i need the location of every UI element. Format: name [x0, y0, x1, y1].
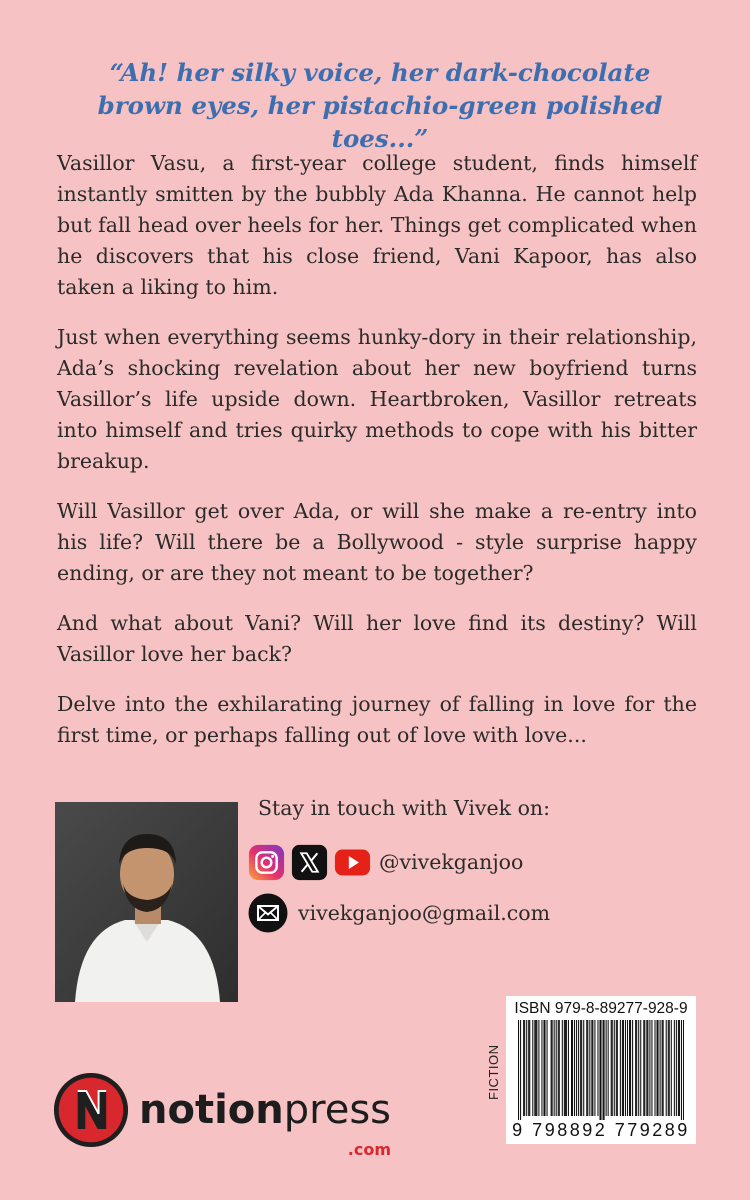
barcode-bar [523, 1020, 524, 1116]
barcode-bar [532, 1020, 533, 1116]
blurb-paragraph: And what about Vani? Will her love find its destiny? Will Vasillor love her back? [57, 611, 697, 666]
barcode-bar [620, 1020, 621, 1116]
barcode-bar [541, 1020, 542, 1116]
x-icon [291, 844, 328, 881]
barcode-bar [556, 1020, 557, 1116]
envelope-icon [248, 893, 288, 933]
barcode-bar [578, 1020, 579, 1116]
barcode-bar [658, 1020, 659, 1116]
barcode-bar [614, 1020, 615, 1116]
barcode-bar [587, 1020, 588, 1116]
barcode-bar [538, 1020, 539, 1116]
blurb-paragraph: Just when everything seems hunky-dory in their relationship, Ada’s shocking revelation about her new boyfriend turns Vasillor’s life upside down. Heartbroken, Vasillor retreats into himself and tries quirky methods to cope with his bitter breakup. [57, 325, 697, 473]
barcode-bar [568, 1020, 569, 1116]
email-address: vivekganjoo@gmail.com [298, 901, 551, 925]
stay-in-touch-label: Stay in touch with Vivek on: [258, 796, 551, 820]
barcode-bar [591, 1020, 592, 1116]
barcode-bar [524, 1020, 525, 1116]
barcode-bar [617, 1020, 618, 1116]
instagram-icon [248, 844, 285, 881]
barcode-bar [649, 1020, 650, 1116]
barcode-bar [564, 1020, 565, 1116]
social-links [248, 842, 523, 882]
barcode-bar [640, 1020, 641, 1116]
barcode-bar [520, 1020, 521, 1120]
barcode-bar [678, 1020, 679, 1116]
barcode-bar [644, 1020, 645, 1116]
genre-label: FICTION [486, 1044, 501, 1100]
barcode-bar [603, 1020, 604, 1120]
barcode-bar [635, 1020, 636, 1116]
barcode-bar [534, 1020, 535, 1116]
barcode-bar [572, 1020, 573, 1116]
barcode-bar [651, 1020, 652, 1116]
barcode-bar [632, 1020, 633, 1116]
isbn-label: ISBN 979-8-89277-928-9 [514, 1000, 688, 1017]
barcode-bar [643, 1020, 644, 1116]
isbn-digits: 9 798892 779289 [512, 1120, 690, 1140]
publisher-domain: .com [347, 1140, 391, 1159]
barcode-bar [608, 1020, 609, 1116]
barcode-bar [669, 1020, 670, 1116]
barcode-bar [668, 1020, 669, 1116]
barcode-bar [554, 1020, 555, 1116]
publisher-wordmark [139, 1086, 391, 1159]
barcode-bar [606, 1020, 607, 1116]
email-contact [248, 893, 550, 933]
barcode-bar [547, 1020, 548, 1116]
barcode-bar [654, 1020, 655, 1116]
pull-quote: “Ah! her silky voice, her dark-chocolate brown eyes, her pistachio-green polished toes...” [97, 58, 663, 153]
barcode-bar [629, 1020, 630, 1116]
barcode-bar [663, 1020, 664, 1116]
barcode-bar [666, 1020, 667, 1116]
youtube-icon [334, 844, 371, 881]
social-handle: @vivekganjoo [379, 850, 524, 874]
barcode-bar [600, 1020, 601, 1120]
barcode-bar [604, 1020, 605, 1120]
barcode-bar [583, 1020, 584, 1116]
barcode-bar [630, 1020, 631, 1116]
barcode-bar [671, 1020, 672, 1116]
barcode-bar [674, 1020, 675, 1116]
blurb-paragraph: Delve into the exhilarating journey of falling in love for the first time, or perhaps falling out of love with love... [57, 692, 697, 747]
barcode-bar [589, 1020, 590, 1116]
author-photo [55, 802, 238, 1002]
barcode-bar [660, 1020, 661, 1116]
publisher-name-light: press [283, 1087, 391, 1133]
barcode-bar [679, 1020, 680, 1116]
barcode-bar [552, 1020, 553, 1116]
barcode-bar [597, 1020, 598, 1116]
barcode-bar [562, 1020, 563, 1116]
barcode-bar [559, 1020, 560, 1116]
barcode-bar [544, 1020, 545, 1116]
barcode-bar [612, 1020, 613, 1116]
barcode-bar [681, 1020, 682, 1120]
barcode-bar [599, 1020, 600, 1120]
barcode-bar [662, 1020, 663, 1116]
barcode-bar [592, 1020, 593, 1116]
barcode-bar [676, 1020, 677, 1116]
barcode-bar [558, 1020, 559, 1116]
barcode-bar [543, 1020, 544, 1116]
barcode-bar [551, 1020, 552, 1116]
barcode-bar [529, 1020, 530, 1116]
barcode-bar [627, 1020, 628, 1116]
notionpress-logo-icon [53, 1072, 129, 1148]
barcode-bar [526, 1020, 527, 1116]
barcode-bar [636, 1020, 637, 1116]
barcode-bar [565, 1020, 566, 1116]
barcode-bar [536, 1020, 537, 1116]
barcode-bar [616, 1020, 617, 1116]
barcode-bar [623, 1020, 624, 1116]
barcode-bar [646, 1020, 647, 1116]
barcode-bar [625, 1020, 626, 1116]
publisher-logo [53, 1070, 403, 1159]
barcode-bars [518, 1020, 684, 1120]
barcode-bar [594, 1020, 595, 1116]
barcode-bar [647, 1020, 648, 1116]
barcode-bar [638, 1020, 639, 1116]
blurb-paragraph: Will Vasillor get over Ada, or will she make a re-entry into his life? Will there be a Bollywood - style surprise happy ending, or are they not meant to be together? [57, 499, 697, 585]
publisher-name-bold: notion [139, 1087, 284, 1133]
barcode-bar [528, 1020, 529, 1116]
isbn-barcode [506, 996, 696, 1144]
barcode-bar [580, 1020, 581, 1116]
barcode-bar [657, 1020, 658, 1116]
barcode-bar [535, 1020, 536, 1116]
barcode-bar [566, 1020, 567, 1116]
barcode-bar [518, 1020, 519, 1120]
barcode-bar [571, 1020, 572, 1116]
barcode-bar [576, 1020, 577, 1116]
blurb-paragraph: Vasillor Vasu, a first-year college student, finds himself instantly smitten by the bubbly Ada Khanna. He cannot help but fall head over heels for her. Things get complicated when he discovers that his close friend, Vani Kapoor, has also taken a liking to him. [57, 151, 697, 299]
barcode-bar [574, 1020, 575, 1116]
barcode-bar [622, 1020, 623, 1116]
barcode-bar [683, 1020, 684, 1120]
barcode-bar [581, 1020, 582, 1116]
blurb [57, 148, 697, 770]
barcode-bar [611, 1020, 612, 1116]
barcode-bar [586, 1020, 587, 1116]
